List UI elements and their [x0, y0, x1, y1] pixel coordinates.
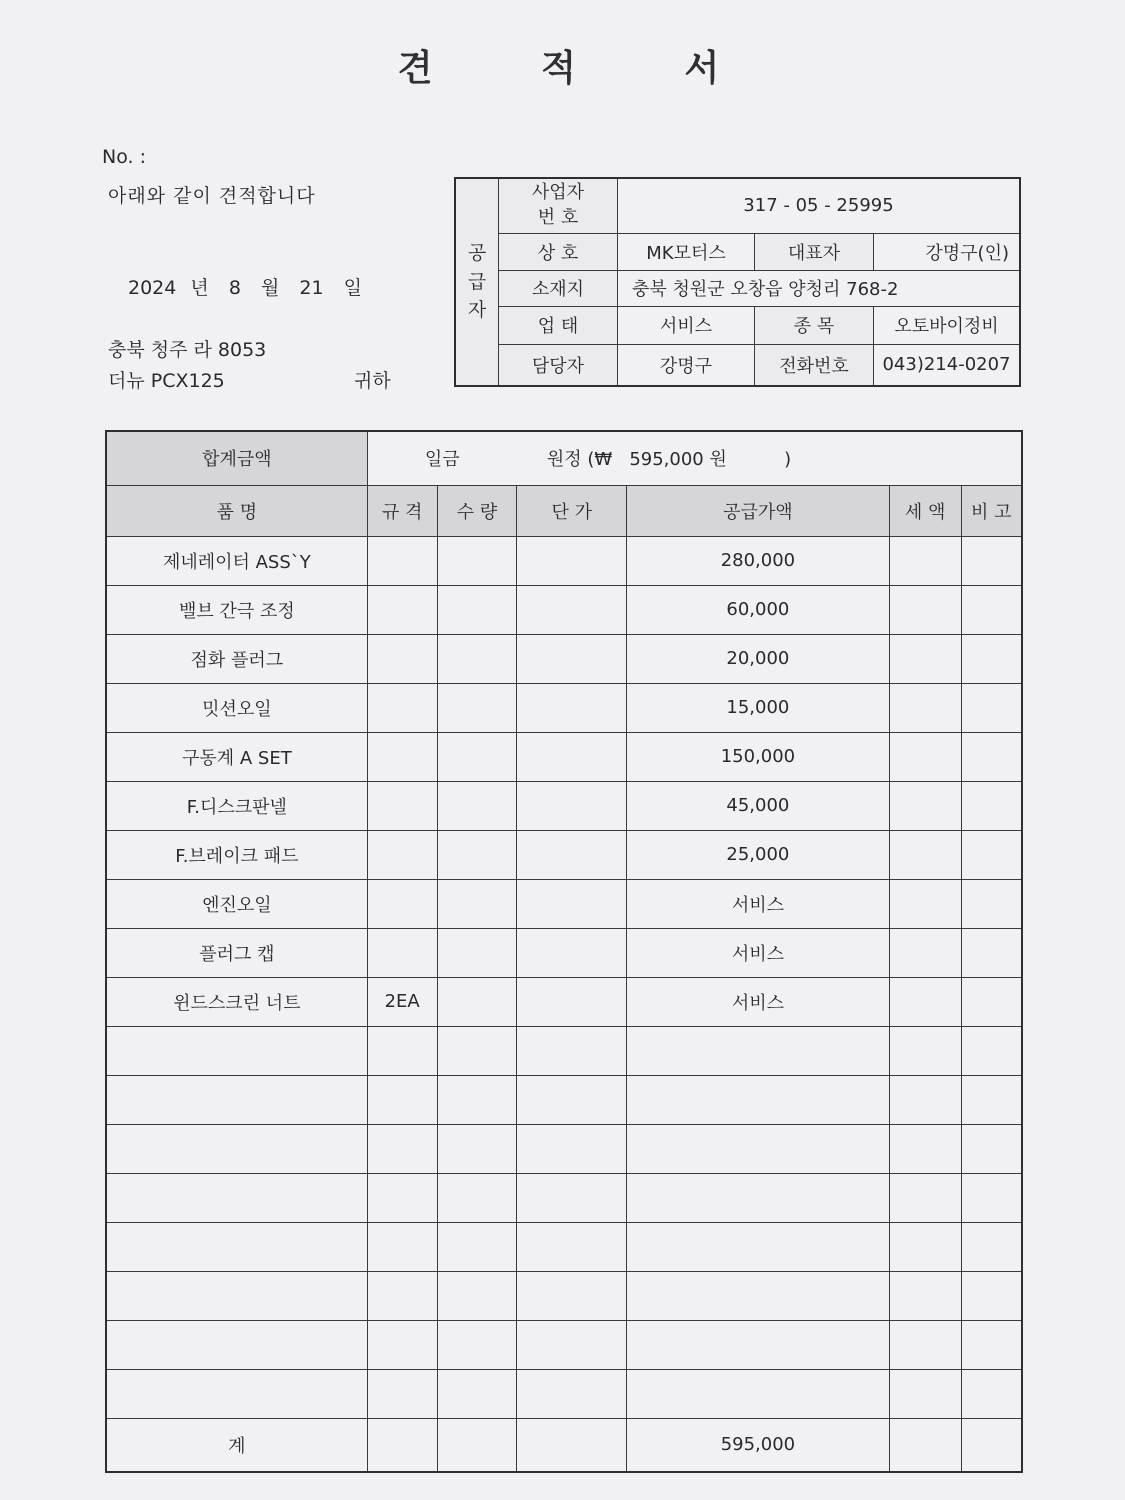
- item-spec: [367, 536, 437, 585]
- item-qty: [437, 879, 517, 928]
- empty-cell: [106, 1075, 367, 1124]
- item-qty: [437, 781, 517, 830]
- table-row: [106, 732, 1022, 781]
- col-supply-header: 공급가액: [627, 485, 890, 536]
- empty-cell: [106, 1369, 367, 1418]
- empty-cell: [367, 1320, 437, 1369]
- date-month: 8: [228, 277, 241, 299]
- empty-row: [106, 1222, 1022, 1271]
- biz-type-label: 업 태: [499, 306, 618, 344]
- sum-label: 계: [106, 1418, 367, 1472]
- item-qty: [437, 683, 517, 732]
- empty-cell: [961, 1075, 1022, 1124]
- item-supply: 25,000: [627, 830, 890, 879]
- item-note: [961, 879, 1022, 928]
- empty-cell: [517, 1369, 627, 1418]
- col-tax-header: 세 액: [889, 485, 961, 536]
- empty-cell: [889, 1369, 961, 1418]
- item-supply: 60,000: [627, 585, 890, 634]
- supplier-section-label: 공 급 자: [455, 178, 499, 386]
- item-tax: [889, 781, 961, 830]
- empty-cell: [437, 1222, 517, 1271]
- table-row: [106, 928, 1022, 977]
- phone-value: 043)214-0207: [874, 344, 1021, 386]
- empty-cell: [367, 1271, 437, 1320]
- total-label: 합계금액: [106, 431, 367, 485]
- date-month-unit: 월: [260, 277, 280, 299]
- item-spec: [367, 781, 437, 830]
- page-title: 견 적 서: [397, 48, 768, 89]
- item-tax: [889, 879, 961, 928]
- item-unit-price: [517, 830, 627, 879]
- empty-cell: [437, 1369, 517, 1418]
- empty-row: [106, 1026, 1022, 1075]
- item-spec: [367, 879, 437, 928]
- total-amount: 원정 (₩ 595,000 원 ): [517, 431, 1022, 485]
- empty-cell: [889, 1124, 961, 1173]
- item-note: [961, 585, 1022, 634]
- item-spec: [367, 585, 437, 634]
- empty-cell: [517, 1173, 627, 1222]
- contact-label: 담당자: [499, 344, 618, 386]
- empty-cell: [627, 1369, 890, 1418]
- empty-cell: [106, 1026, 367, 1075]
- empty-cell: [367, 1369, 437, 1418]
- item-spec: [367, 683, 437, 732]
- empty-cell: [106, 1222, 367, 1271]
- item-name: 플러그 캡: [106, 928, 367, 977]
- item-tax: [889, 732, 961, 781]
- col-unit-price-header: 단 가: [517, 485, 627, 536]
- item-qty: [437, 732, 517, 781]
- empty-cell: [627, 1320, 890, 1369]
- rep-label: 대표자: [755, 233, 874, 270]
- item-note: [961, 928, 1022, 977]
- phone-label: 전화번호: [755, 344, 874, 386]
- empty-cell: [367, 1075, 437, 1124]
- contact-value: 강명구: [618, 344, 755, 386]
- document-number-label: No. :: [102, 146, 146, 168]
- date-year-unit: 년: [190, 277, 209, 299]
- empty-row: [106, 1075, 1022, 1124]
- item-qty: [437, 830, 517, 879]
- total-prefix: 일금: [367, 431, 517, 485]
- table-row: [106, 977, 1022, 1026]
- item-note: [961, 683, 1022, 732]
- item-supply: 서비스: [627, 928, 890, 977]
- item-tax: [889, 634, 961, 683]
- table-row: [106, 683, 1022, 732]
- table-row: [106, 536, 1022, 585]
- biz-type-value: 서비스: [618, 306, 755, 344]
- item-note: [961, 536, 1022, 585]
- col-note-header: 비 고: [961, 485, 1022, 536]
- empty-cell: [889, 1173, 961, 1222]
- item-tax: [889, 977, 961, 1026]
- item-note: [961, 732, 1022, 781]
- empty-cell: [627, 1026, 890, 1075]
- item-supply: 150,000: [627, 732, 890, 781]
- item-supply: 15,000: [627, 683, 890, 732]
- item-tax: [889, 683, 961, 732]
- empty-cell: [437, 1075, 517, 1124]
- empty-cell: [889, 1320, 961, 1369]
- empty-cell: [627, 1075, 890, 1124]
- address-label: 소재지: [499, 270, 618, 306]
- empty-cell: [517, 1124, 627, 1173]
- empty-cell: [437, 1320, 517, 1369]
- item-spec: [367, 634, 437, 683]
- item-unit-price: [517, 977, 627, 1026]
- col-spec-header: 규 격: [367, 485, 437, 536]
- empty-cell: [437, 1124, 517, 1173]
- empty-cell: [627, 1271, 890, 1320]
- item-supply: 서비스: [627, 879, 890, 928]
- item-spec: [367, 830, 437, 879]
- empty-cell: [961, 1222, 1022, 1271]
- empty-cell: [367, 1124, 437, 1173]
- item-name: F.브레이크 패드: [106, 830, 367, 879]
- company-value: MK모터스: [618, 233, 755, 270]
- empty-cell: [106, 1271, 367, 1320]
- empty-cell: [106, 1173, 367, 1222]
- empty-row: [106, 1320, 1022, 1369]
- item-unit-price: [517, 634, 627, 683]
- item-unit-price: [517, 683, 627, 732]
- empty-cell: [961, 1026, 1022, 1075]
- item-supply: 20,000: [627, 634, 890, 683]
- empty-cell: [517, 1222, 627, 1271]
- biz-no-label: 사업자 번 호: [499, 178, 618, 233]
- intro-text: 아래와 같이 견적합니다: [108, 185, 316, 207]
- empty-row: [106, 1369, 1022, 1418]
- honorific: 귀하: [354, 370, 391, 392]
- empty-cell: [889, 1222, 961, 1271]
- date-day: 21: [299, 277, 324, 299]
- empty-cell: [889, 1075, 961, 1124]
- empty-cell: [367, 1026, 437, 1075]
- biz-item-label: 종 목: [755, 306, 874, 344]
- item-supply: 서비스: [627, 977, 890, 1026]
- item-qty: [437, 634, 517, 683]
- recipient-plate: 충북 청주 라 8053: [108, 339, 267, 361]
- item-name: F.디스크판넬: [106, 781, 367, 830]
- item-unit-price: [517, 732, 627, 781]
- biz-no-value: 317 - 05 - 25995: [618, 178, 1021, 233]
- item-name: 밸브 간극 조정: [106, 585, 367, 634]
- item-name: 윈드스크린 너트: [106, 977, 367, 1026]
- item-name: 엔진오일: [106, 879, 367, 928]
- item-unit-price: [517, 879, 627, 928]
- empty-row: [106, 1124, 1022, 1173]
- item-note: [961, 781, 1022, 830]
- rep-value: 강명구(인): [874, 233, 1021, 270]
- item-name: 구동계 A SET: [106, 732, 367, 781]
- estimate-items-table: [105, 430, 1023, 1473]
- table-row: [106, 585, 1022, 634]
- item-note: [961, 977, 1022, 1026]
- empty-cell: [627, 1124, 890, 1173]
- item-spec: [367, 732, 437, 781]
- recipient-model: 더뉴 PCX125: [108, 370, 225, 392]
- empty-cell: [889, 1271, 961, 1320]
- item-unit-price: [517, 928, 627, 977]
- empty-cell: [961, 1173, 1022, 1222]
- item-name: 밋션오일: [106, 683, 367, 732]
- table-row: [106, 879, 1022, 928]
- item-tax: [889, 536, 961, 585]
- col-name-header: 품 명: [106, 485, 367, 536]
- sum-supply: 595,000: [627, 1418, 890, 1472]
- item-unit-price: [517, 585, 627, 634]
- issue-date: [128, 273, 362, 300]
- empty-row: [106, 1173, 1022, 1222]
- col-qty-header: 수 량: [437, 485, 517, 536]
- empty-cell: [437, 1026, 517, 1075]
- supplier-info-table: [454, 177, 1021, 387]
- empty-cell: [106, 1320, 367, 1369]
- table-row: [106, 781, 1022, 830]
- biz-item-value: 오토바이정비: [874, 306, 1021, 344]
- item-unit-price: [517, 536, 627, 585]
- item-qty: [437, 977, 517, 1026]
- empty-cell: [367, 1222, 437, 1271]
- empty-cell: [517, 1075, 627, 1124]
- item-tax: [889, 928, 961, 977]
- empty-cell: [367, 1173, 437, 1222]
- empty-cell: [517, 1026, 627, 1075]
- address-value: 충북 청원군 오창읍 양청리 768-2: [618, 270, 1021, 306]
- item-qty: [437, 928, 517, 977]
- empty-cell: [889, 1026, 961, 1075]
- empty-cell: [437, 1173, 517, 1222]
- empty-cell: [517, 1271, 627, 1320]
- empty-cell: [517, 1320, 627, 1369]
- item-note: [961, 634, 1022, 683]
- company-label: 상 호: [499, 233, 618, 270]
- item-spec: 2EA: [367, 977, 437, 1026]
- item-name: 점화 플러그: [106, 634, 367, 683]
- item-supply: 280,000: [627, 536, 890, 585]
- item-tax: [889, 585, 961, 634]
- empty-cell: [437, 1271, 517, 1320]
- empty-row: [106, 1271, 1022, 1320]
- table-row: [106, 830, 1022, 879]
- item-qty: [437, 536, 517, 585]
- item-tax: [889, 830, 961, 879]
- empty-cell: [961, 1369, 1022, 1418]
- item-qty: [437, 585, 517, 634]
- table-row: [106, 634, 1022, 683]
- item-unit-price: [517, 781, 627, 830]
- item-note: [961, 830, 1022, 879]
- empty-cell: [627, 1222, 890, 1271]
- empty-cell: [627, 1173, 890, 1222]
- date-year: 2024: [128, 277, 177, 299]
- empty-cell: [961, 1320, 1022, 1369]
- item-name: 제네레이터 ASS`Y: [106, 536, 367, 585]
- item-supply: 45,000: [627, 781, 890, 830]
- date-day-unit: 일: [343, 277, 362, 299]
- item-spec: [367, 928, 437, 977]
- empty-cell: [961, 1124, 1022, 1173]
- empty-cell: [961, 1271, 1022, 1320]
- empty-cell: [106, 1124, 367, 1173]
